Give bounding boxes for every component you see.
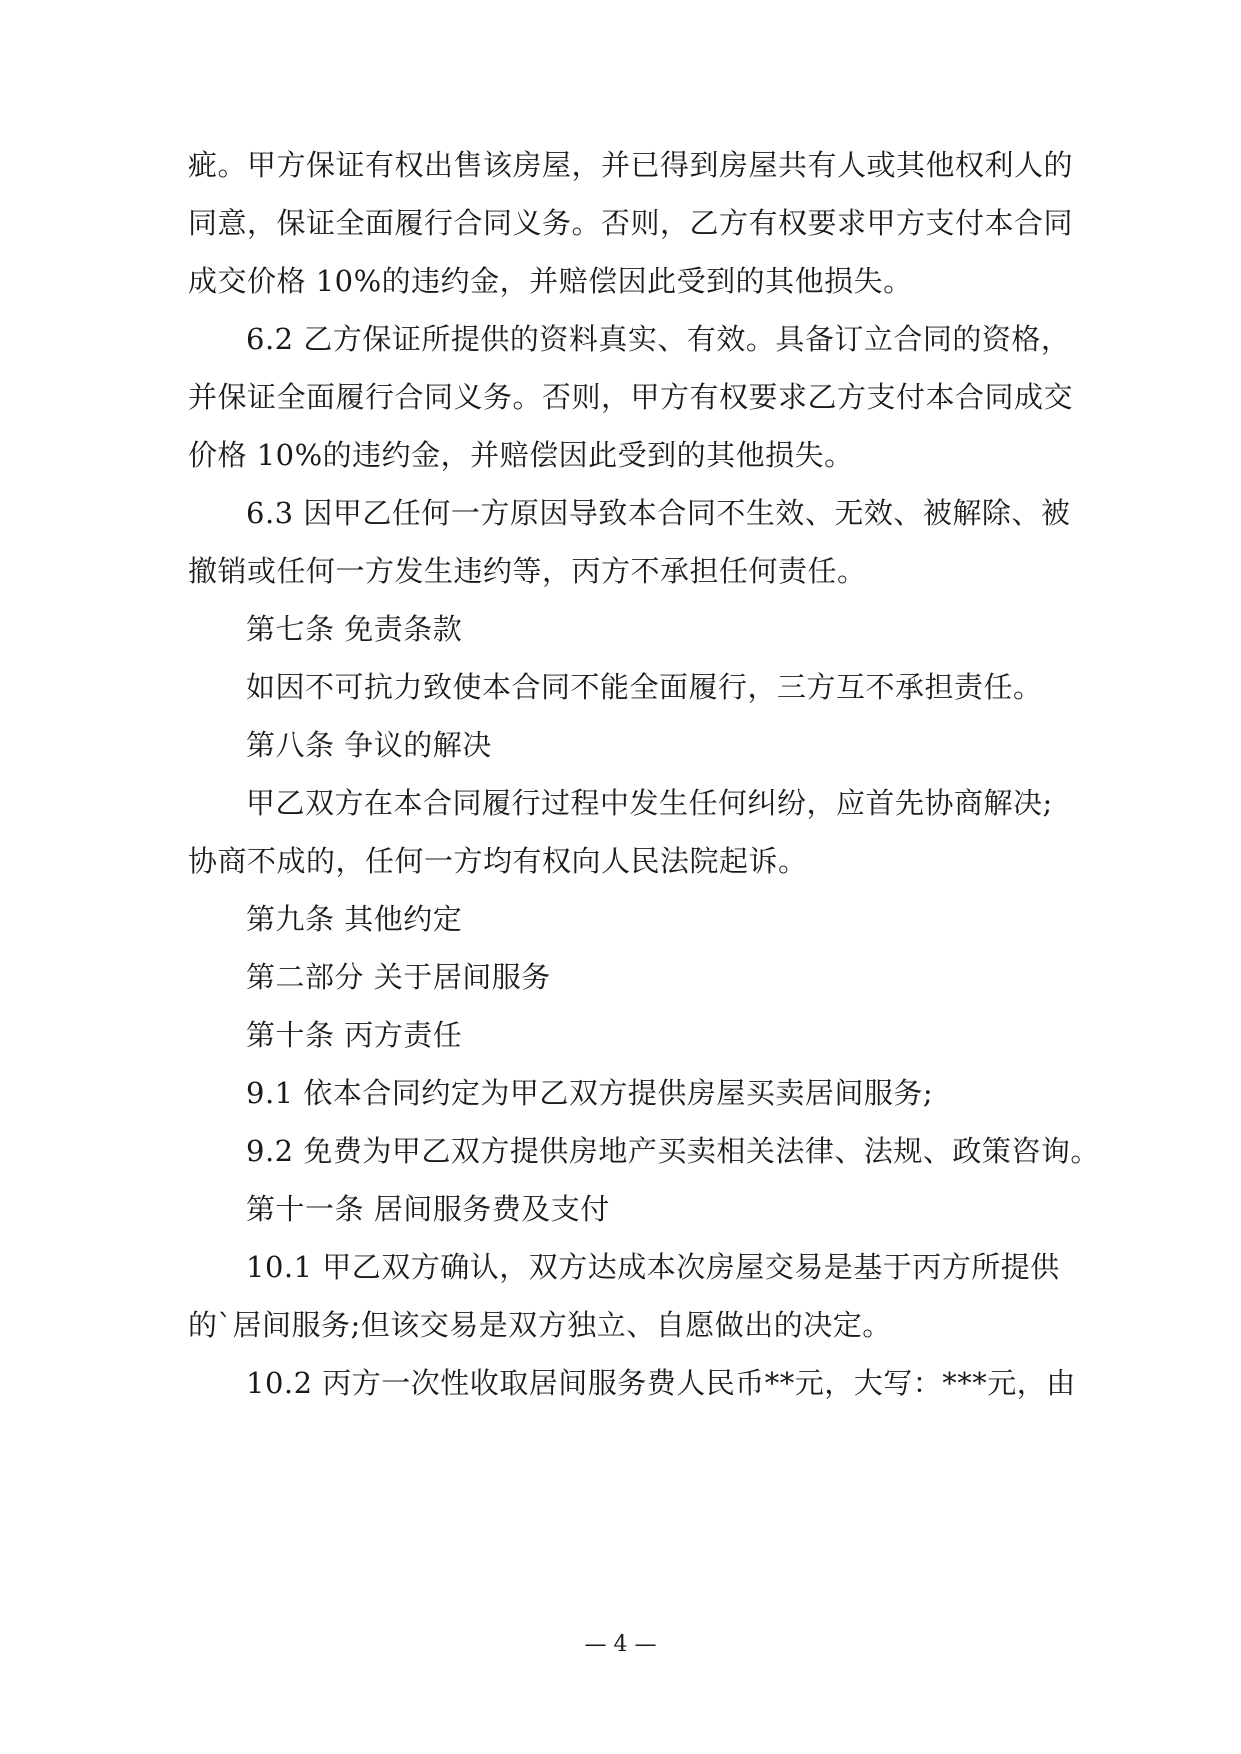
- text-line: 10.2 丙方一次性收取居间服务费人民币**元，大写：***元，由: [246, 1366, 1076, 1400]
- text-line: 6.2 乙方保证所提供的资料真实、有效。具备订立合同的资格，: [246, 322, 1071, 356]
- text-line: 并保证全面履行合同义务。否则，甲方有权要求乙方支付本合同成交: [188, 380, 1074, 414]
- section-heading: 第十条 丙方责任: [246, 1018, 463, 1052]
- text-line: 9.1 依本合同约定为甲乙双方提供房屋买卖居间服务;: [246, 1076, 934, 1110]
- text-line: 同意，保证全面履行合同义务。否则，乙方有权要求甲方支付本合同: [188, 206, 1074, 240]
- text-line: 撤销或任何一方发生违约等，丙方不承担任何责任。: [188, 554, 867, 588]
- text-line: 10.1 甲乙双方确认，双方达成本次房屋交易是基于丙方所提供: [246, 1250, 1060, 1284]
- section-heading: 第九条 其他约定: [246, 902, 463, 936]
- section-heading: 第七条 免责条款: [246, 612, 463, 646]
- text-line: 6.3 因甲乙任何一方原因导致本合同不生效、无效、被解除、被: [246, 496, 1071, 530]
- text-line: 成交价格 10%的违约金，并赔偿因此受到的其他损失。: [188, 264, 913, 298]
- section-heading: 第八条 争议的解决: [246, 728, 492, 762]
- part-heading: 第二部分 关于居间服务: [246, 960, 551, 994]
- page-number: — 4 —: [584, 1632, 657, 1657]
- text-line: 如因不可抗力致使本合同不能全面履行，三方互不承担责任。: [246, 670, 1043, 704]
- text-line: 的`居间服务;但该交易是双方独立、自愿做出的决定。: [188, 1308, 892, 1342]
- text-line: 疵。甲方保证有权出售该房屋，并已得到房屋共有人或其他权利人的: [188, 148, 1074, 182]
- text-line: 价格 10%的违约金，并赔偿因此受到的其他损失。: [188, 438, 854, 472]
- text-line: 甲乙双方在本合同履行过程中发生任何纠纷，应首先协商解决;: [246, 786, 1053, 820]
- text-line: 协商不成的，任何一方均有权向人民法院起诉。: [188, 844, 808, 878]
- section-heading: 第十一条 居间服务费及支付: [246, 1192, 610, 1226]
- text-line: 9.2 免费为甲乙双方提供房地产买卖相关法律、法规、政策咨询。: [246, 1134, 1100, 1168]
